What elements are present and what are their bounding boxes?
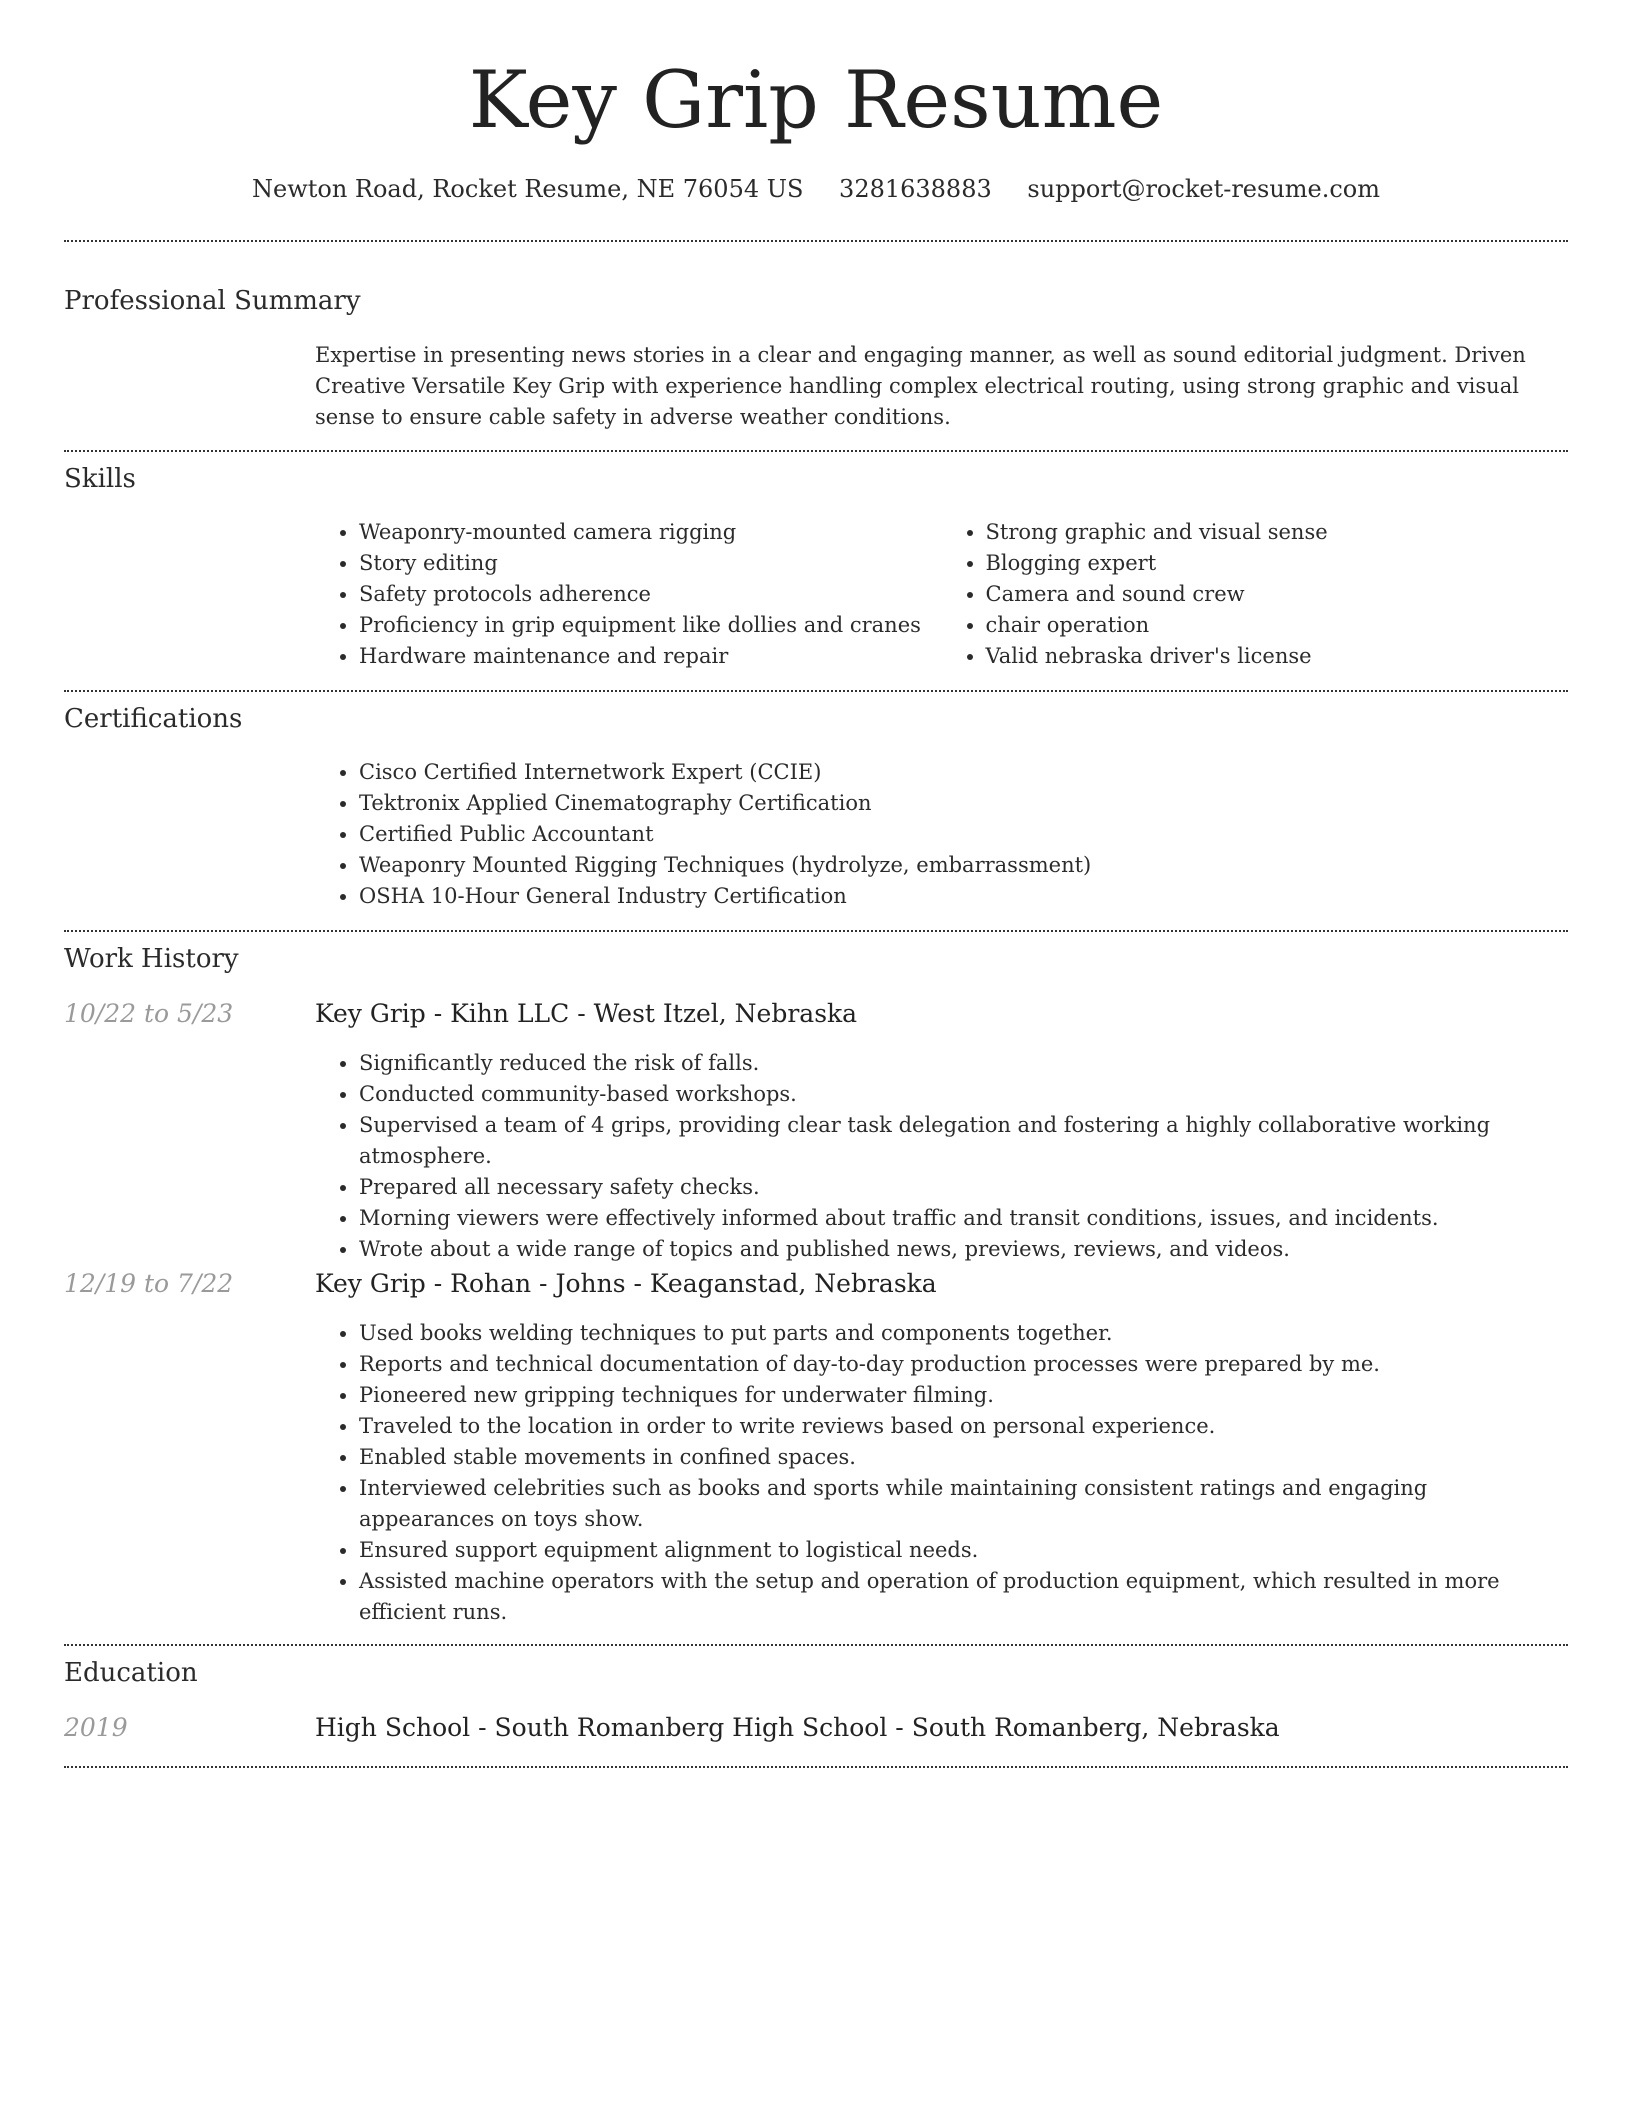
contact-line [0,174,1632,204]
skills-list-right [942,517,1569,672]
job-bullet: • Significantly reduced the risk of falls. [359,1048,1568,1079]
resume-title: Key Grip Resume [468,54,1164,146]
job-bullet: • Prepared all necessary safety checks. [359,1172,1568,1203]
divider [64,1644,1568,1646]
certifications-section [64,702,1568,908]
certifications-heading: Certifications [64,704,243,734]
job-title: Key Grip - Kihn LLC - West Itzel, Nebraska [315,999,858,1028]
education-section [64,1656,1568,1742]
job-bullets [315,1318,1568,1628]
certification-item: • OSHA 10-Hour General Industry Certification [359,881,1568,912]
education-heading: Education [64,1658,198,1688]
skills-heading: Skills [64,464,136,494]
skill-item: • Strong graphic and visual sense [986,517,1569,548]
skill-item: • Camera and sound crew [986,579,1569,610]
divider [64,690,1568,692]
skill-item: • Valid nebraska driver's license [986,641,1569,672]
work-heading: Work History [64,944,239,974]
certification-item: • Weaponry Mounted Rigging Techniques (hydrolyze, embarrassment) [359,850,1568,881]
contact-email: support@rocket-resume.com [1027,175,1381,203]
job-bullets [315,1048,1568,1265]
summary-section [64,284,1568,429]
skills-section [64,462,1568,668]
skills-list-left [315,517,942,672]
job-bullet: • Assisted machine operators with the setup and operation of production equipment, which resulted in more efficient runs. [359,1566,1568,1628]
skill-item: • Weaponry-mounted camera rigging [359,517,942,548]
job-bullet: • Reports and technical documentation of day-to-day production processes were prepared by me. [359,1349,1568,1380]
job-bullet: • Traveled to the location in order to write reviews based on personal experience. [359,1411,1568,1442]
job-bullet: • Wrote about a wide range of topics and published news, previews, reviews, and videos. [359,1234,1568,1265]
certification-item: • Tektronix Applied Cinematography Certification [359,788,1568,819]
education-detail: High School - South Romanberg High School - South Romanberg, Nebraska [315,1713,1280,1742]
job-bullet: • Supervised a team of 4 grips, providing clear task delegation and fostering a highly collaborative working atmosphere. [359,1110,1568,1172]
job-bullet: • Pioneered new gripping techniques for underwater filming. [359,1380,1568,1411]
summary-heading: Professional Summary [64,286,361,316]
contact-address: Newton Road, Rocket Resume, NE 76054 US [251,175,804,203]
job-dates: 12/19 to 7/22 [64,1269,234,1298]
skill-item: • Blogging expert [986,548,1569,579]
certification-item: • Certified Public Accountant [359,819,1568,850]
job-bullet: • Conducted community-based workshops. [359,1079,1568,1110]
skill-item: • Story editing [359,548,942,579]
certification-item: • Cisco Certified Internetwork Expert (CCIE) [359,757,1568,788]
divider [64,240,1568,242]
skill-item: • Hardware maintenance and repair [359,641,942,672]
divider [64,1766,1568,1768]
skill-item: • Safety protocols adherence [359,579,942,610]
summary-text: Expertise in presenting news stories in a clear and engaging manner, as well as sound editorial judgment. Driven Creative Versatile Key Grip with experience handling complex electrical routing, using strong graphic and visual sense to ensure cable safety in adverse weather conditions. [315,343,1526,429]
divider [64,930,1568,932]
job-bullet: • Used books welding techniques to put parts and components together. [359,1318,1568,1349]
job-bullet: • Enabled stable movements in confined spaces. [359,1442,1568,1473]
contact-phone: 3281638883 [839,175,992,203]
job-bullet: • Morning viewers were effectively informed about traffic and transit conditions, issues, and incidents. [359,1203,1568,1234]
skill-item: • Proficiency in grip equipment like dollies and cranes [359,610,942,641]
certifications-list [315,757,1568,912]
skill-item: • chair operation [986,610,1569,641]
job-bullet: • Interviewed celebrities such as books and sports while maintaining consistent ratings and engaging appearances on toys show. [359,1473,1568,1535]
job-bullet: • Ensured support equipment alignment to logistical needs. [359,1535,1568,1566]
divider [64,450,1568,452]
job-title: Key Grip - Rohan - Johns - Keaganstad, Nebraska [315,1269,937,1298]
education-year: 2019 [64,1713,128,1742]
work-history-section [64,942,1568,1624]
job-dates: 10/22 to 5/23 [64,999,234,1028]
